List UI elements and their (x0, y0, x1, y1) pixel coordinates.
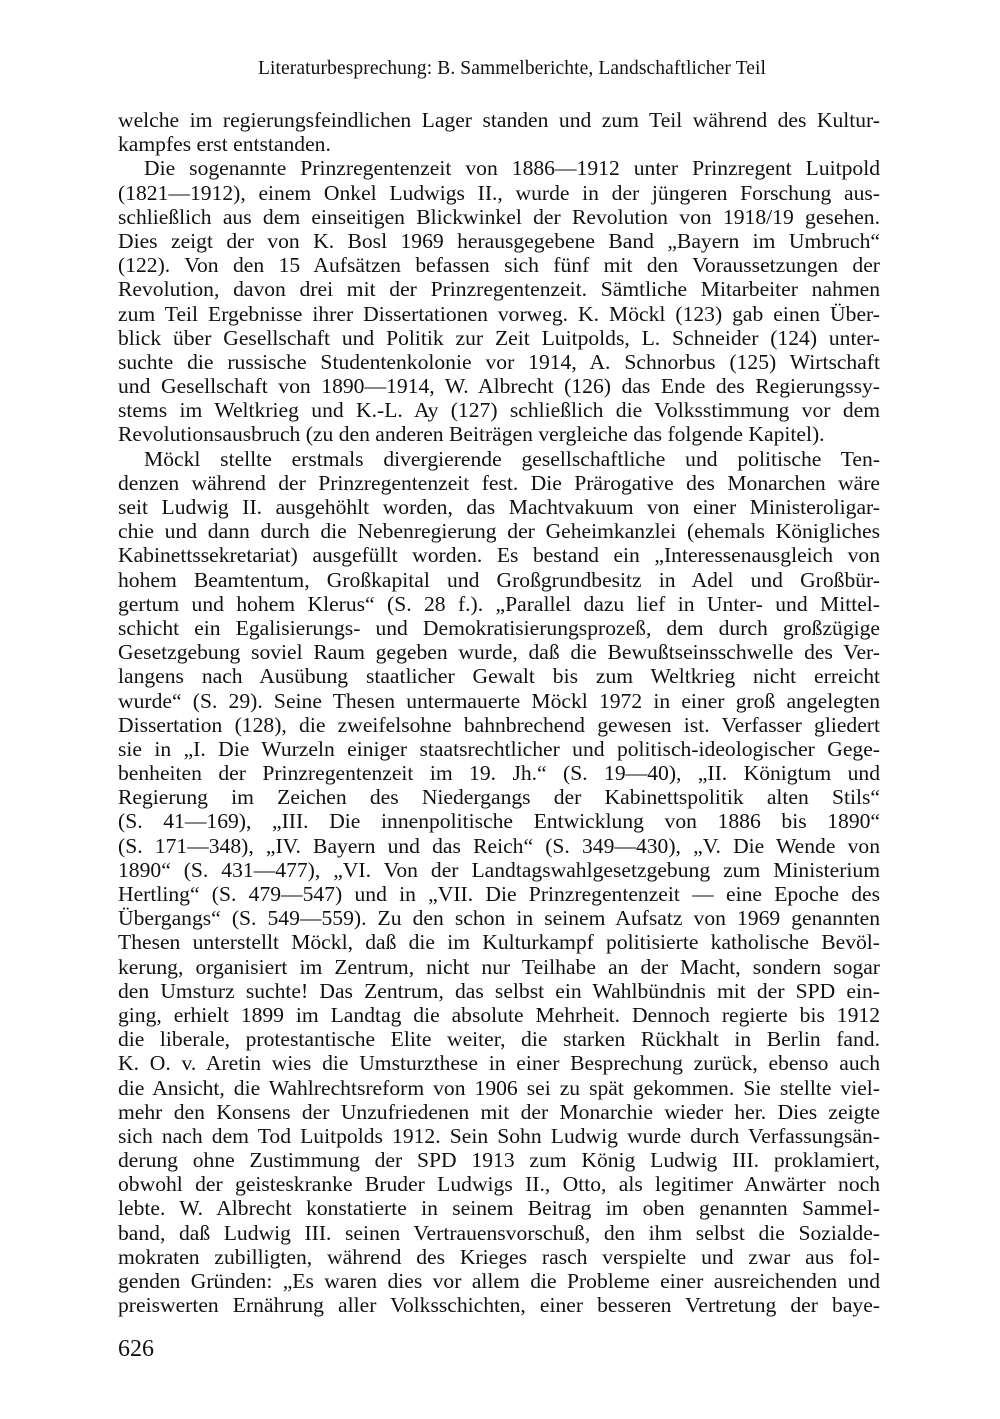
text-line: (S. 171—348), „IV. Bayern und das Reich“ (S. 349—430), „V. Die Wende von (118, 833, 880, 858)
text-line: mehr den Konsens der Unzufriedenen mit der Monarchie wieder her. Dies zeigte (118, 1099, 880, 1124)
text-line: 1890“ (S. 431—477), „VI. Von der Landtagswahlgesetzgebung zum Ministerium (118, 857, 880, 882)
text-line: schicht ein Egalisierungs- und Demokratisierungsprozeß, dem durch großzügige (118, 615, 880, 640)
text-line: sie in „I. Die Wurzeln einiger staatsrechtlicher und politisch-ideologischer Gege- (118, 736, 880, 761)
text-line: blick über Gesellschaft und Politik zur Zeit Luitpolds, L. Schneider (124) unter- (118, 325, 880, 350)
text-line: welche im regierungsfeindlichen Lager standen und zum Teil während des Kultur- (118, 108, 880, 132)
text-line: genden Gründen: „Es waren dies vor allem die Probleme einer ausreichenden und (118, 1269, 880, 1293)
text-line: die liberale, protestantische Elite weiter, die starken Rückhalt in Berlin fand. (118, 1027, 880, 1052)
text-line: suchte die russische Studentenkolonie vor 1914, A. Schnorbus (125) Wirtschaft (118, 349, 880, 374)
text-line: Revolutionsausbruch (zu den anderen Beiträgen vergleiche das folgende Kapitel). (118, 422, 825, 447)
text-line: derung ohne Zustimmung der SPD 1913 zum König Ludwig III. proklamiert, (118, 1148, 880, 1173)
text-line: Die sogenannte Prinzregentenzeit von 1886—1912 unter Prinzregent Luitpold (144, 156, 880, 181)
page-number: 626 (118, 1336, 154, 1362)
text-line: (1821—1912), einem Onkel Ludwigs II., wurde in der jüngeren Forschung aus- (118, 180, 880, 205)
body-text (118, 108, 880, 1317)
text-line: Revolution, davon drei mit der Prinzregentenzeit. Sämtliche Mitarbeiter nahmen (118, 277, 880, 302)
text-line: Gesetzgebung soviel Raum gegeben wurde, daß die Bewußtseinsschwelle des Ver- (118, 640, 880, 665)
text-line: wurde“ (S. 29). Seine Thesen untermauerte Möckl 1972 in einer groß angelegten (118, 688, 880, 713)
text-line: ging, erhielt 1899 im Landtag die absolute Mehrheit. Dennoch regierte bis 1912 (118, 1002, 880, 1027)
text-line: stems im Weltkrieg und K.-L. Ay (127) schließlich die Volksstimmung vor dem (118, 398, 880, 423)
text-line: denzen während der Prinzregentenzeit fest. Die Prärogative des Monarchen wäre (118, 470, 880, 495)
text-line: den Umsturz suchte! Das Zentrum, das selbst ein Wahlbündnis mit der SPD ein- (118, 978, 880, 1003)
text-line: schließlich aus dem einseitigen Blickwinkel der Revolution von 1918/19 gesehen. (118, 204, 880, 229)
text-line: preiswerten Ernährung aller Volksschichten, einer besseren Vertretung der baye- (118, 1293, 880, 1318)
text-line: zum Teil Ergebnisse ihrer Dissertationen vorweg. K. Möckl (123) gab einen Über- (118, 301, 880, 326)
text-line: K. O. v. Aretin wies die Umsturzthese in einer Besprechung zurück, ebenso auch (118, 1051, 880, 1076)
text-line: lebte. W. Albrecht konstatierte in seinem Beitrag im oben genannten Sammel- (118, 1196, 880, 1221)
text-line: (122). Von den 15 Aufsätzen befassen sich fünf mit den Voraussetzungen der (118, 253, 880, 278)
text-line: Hertling“ (S. 479—547) und in „VII. Die Prinzregentenzeit — eine Epoche des (118, 882, 880, 906)
text-line: mokraten zubilligten, während des Krieges rasch verspielte und zwar aus fol- (118, 1244, 880, 1269)
text-line: benheiten der Prinzregentenzeit im 19. Jh.“ (S. 19—40), „II. Königtum und (118, 761, 880, 786)
text-line: kampfes erst entstanden. (118, 132, 331, 157)
text-line: (S. 41—169), „III. Die innenpolitische Entwicklung von 1886 bis 1890“ (118, 809, 880, 834)
text-line: Übergangs“ (S. 549—559). Zu den schon in seinem Aufsatz von 1969 genannten (118, 906, 880, 931)
text-line: Möckl stellte erstmals divergierende gesellschaftliche und politische Ten- (144, 446, 880, 471)
text-line: und Gesellschaft von 1890—1914, W. Albrecht (126) das Ende des Regierungssy- (118, 374, 880, 399)
text-line: obwohl der geisteskranke Bruder Ludwigs II., Otto, als legitimer Anwärter noch (118, 1172, 880, 1197)
text-line: Dies zeigt der von K. Bosl 1969 herausgegebene Band „Bayern im Umbruch“ (118, 228, 880, 253)
text-line: hohem Beamtentum, Großkapital und Großgrundbesitz in Adel und Großbür- (118, 567, 880, 592)
text-line: band, daß Ludwig III. seinen Vertrauensvorschuß, den ihm selbst die Sozialde- (118, 1220, 880, 1245)
text-line: Thesen unterstellt Möckl, daß die im Kulturkampf politisierte katholische Bevöl- (118, 930, 880, 955)
text-line: gertum und hohem Klerus“ (S. 28 f.). „Parallel dazu lief in Unter- und Mittel- (118, 591, 880, 616)
text-line: kerung, organisiert im Zentrum, nicht nur Teilhabe an der Macht, sondern sogar (118, 954, 880, 979)
text-line: Kabinettssekretariat) ausgefüllt worden. Es bestand ein „Interessenausgleich von (118, 543, 880, 568)
text-line: seit Ludwig II. ausgehöhlt worden, das Machtvakuum von einer Ministeroligar- (118, 495, 880, 519)
text-line: langens nach Ausübung staatlicher Gewalt bis zum Weltkrieg nicht erreicht (118, 664, 880, 689)
text-line: sich nach dem Tod Luitpolds 1912. Sein Sohn Ludwig wurde durch Verfassungsän- (118, 1123, 880, 1148)
text-line: chie und dann durch die Nebenregierung der Geheimkanzlei (ehemals Königliches (118, 519, 880, 544)
text-line: Dissertation (128), die zweifelsohne bahnbrechend gewesen ist. Verfasser gliedert (118, 712, 880, 737)
running-title: Literaturbesprechung: B. Sammelberichte, Landschaftlicher Teil (258, 58, 767, 79)
text-line: Regierung im Zeichen des Niedergangs der Kabinettspolitik alten Stils“ (118, 785, 880, 810)
text-line: die Ansicht, die Wahlrechtsreform von 1906 sei zu spät gekommen. Sie stellte viel- (118, 1075, 880, 1100)
